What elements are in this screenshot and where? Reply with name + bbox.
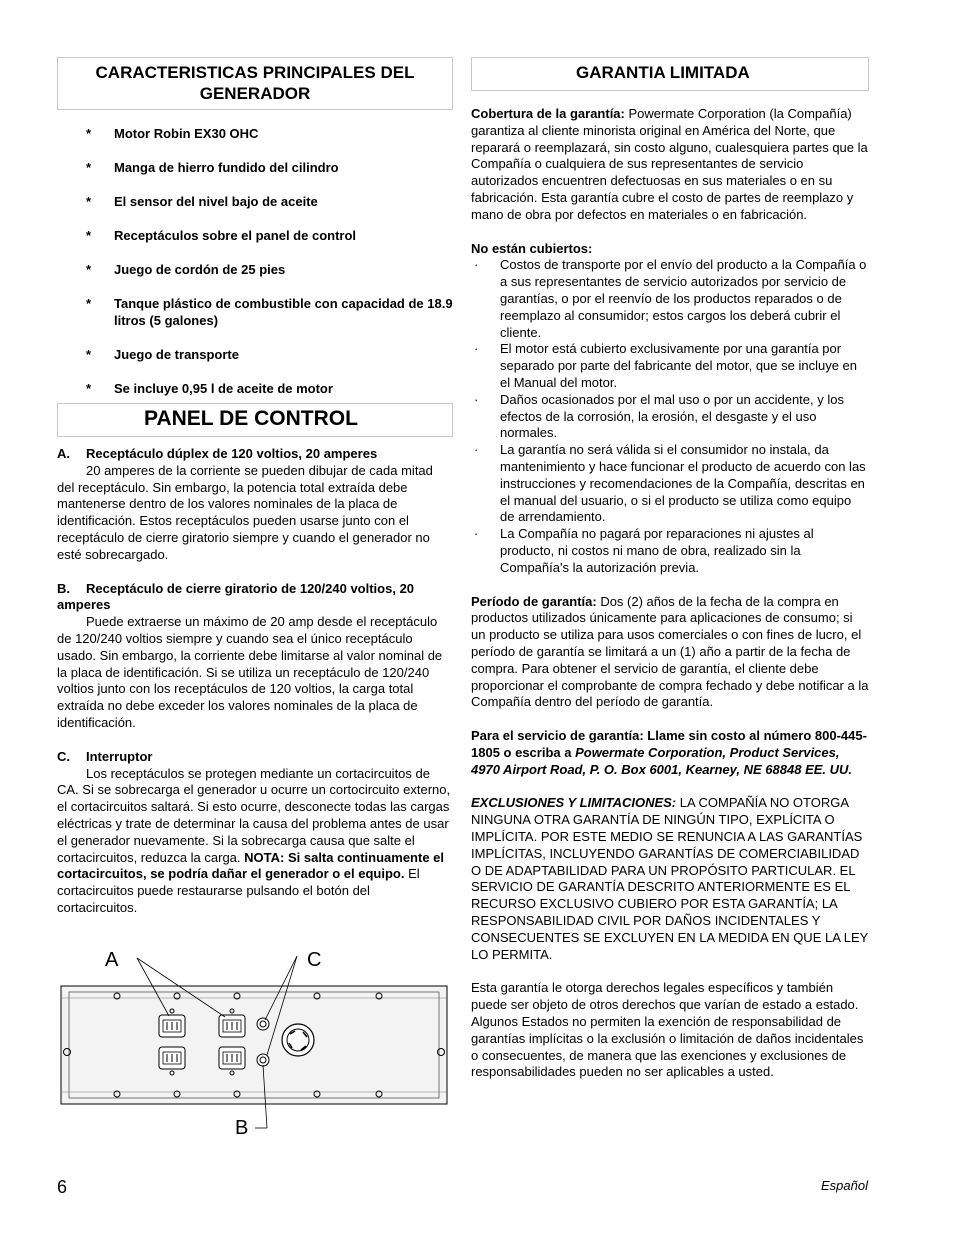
not-covered-list <box>471 257 869 576</box>
period-paragraph: Período de garantía: Dos (2) años de la fecha de la compra en productos utilizados únicamente para aplicaciones de consumo; si un producto se utiliza para usos comerciales o con fines de lucro, el período de garantía se limitará a un (1) año a partir de la fecha de compra. Para obtener el servicio de garantía, el cliente debe proporcionar el comprobante de compra fechado y debe notificar a la Compañía dentro del período de garantía. <box>471 593 869 710</box>
note-rest: El cortacircuitos puede restaurarse pulsando el botón del cortacircuitos. <box>57 866 420 915</box>
coverage-paragraph: Cobertura de la garantía: Powermate Corporation (la Compañía) garantiza al cliente minorista original en América del Norte, que reparará o reemplazará, sin costo alguno, cualesquiera partes que la Compañía o cualquiera de sus representantes de servicio autorizados encuentren defectuosas en sus materiales o en su fabricación. Esta garantía cubre el costo de partes de reemplazo y mano de obra por defectos en materiales o en fabricación. <box>471 106 868 222</box>
service-paragraph: Para el servicio de garantía: Llame sin costo al número 800-445-1805 o escriba a Powermate Corporation, Product Services, 4970 Airport Road, P. O. Box 6001, Kearney, NE 68848 EE. UU. <box>471 728 867 777</box>
right-column <box>471 57 869 1081</box>
list-item: * Motor Robin EX30 OHC <box>86 126 259 141</box>
list-item: * Tanque plástico de combustible con capacidad de 18.9 litros (5 galones) <box>86 296 453 328</box>
not-covered-label: No están cubiertos: <box>471 240 593 256</box>
features-list <box>57 125 453 397</box>
list-item: · Costos de transporte por el envío del producto a la Compañía o a sus representantes de servicio autorizados por servicio de garantías, o por el reenvío de los productos reparados o de reemplazo al consumidor; estos cargos los deberá cubrir el cliente. <box>474 257 867 340</box>
twist-lock-receptacle <box>282 1024 314 1056</box>
diagram-label-a: A <box>105 949 119 971</box>
exclusions-paragraph: EXCLUSIONES Y LIMITACIONES: LA COMPAÑÍA NO OTORGA NINGUNA OTRA GARANTÍA DE NINGÚN TIPO, EXPLÍCITA O IMPLÍCITA. POR ESTE MEDIO SE RENUNCIA A LAS GARANTÍAS IMPLÍCITAS, INCLUYENDO GARANTÍAS DE COMERCIABILIDAD O DE ADAPTABILIDAD PARA UN PROPÓSITO PARTICULAR. EL SERVICIO DE GARANTÍA DESCRITO ANTERIORMENTE ES EL RECURSO EXCLUSIVO CUBIERO POR ESTA GARANTÍA; LA RESPONSABILIDAD CIVIL POR DAÑOS INCIDENTALES Y CONSECUENTES SE EXCLUYEN EN LA MEDIDA EN QUE LA LEY LO PERMITA. <box>471 795 869 962</box>
section-b-title: Receptáculo de cierre giratorio de 120/240 voltios, 20 amperes <box>57 580 415 613</box>
section-b: B. Receptáculo de cierre giratorio de 120/240 voltios, 20 amperes Puede extraerse un máximo de 20 amp desde el receptáculo de 120/240 voltios siempre y cuando sea el único receptáculo usado. Sin embargo, la corriente debe limitarse al valor nominal de la placa de identificación. Si se utiliza un receptáculo de 120/240 voltios junto con los receptáculos de 120 voltios, la carga total extraída no debe exceder los valores nominales de la placa de identificación. <box>57 581 453 732</box>
control-panel-diagram <box>57 940 457 1140</box>
note-bold: NOTA: Si salta continuamente el cortacircuitos, se podría dañar el generador o el equipo. <box>57 849 445 882</box>
list-item: · Daños ocasionados por el mal uso o por un accidente, y los efectos de la corrosión, la erosión, el desgaste y el uso normales. <box>474 391 844 441</box>
section-a-body: 20 amperes de la corriente se pueden dibujar de cada mitad del receptáculo. Sin embargo, la potencia total extraída debe mantenerse dentro de los valores nominales de la placa de identificación. Estos receptáculos pueden usarse junto con el receptáculo de cierre giratorio siempre y cuando el generador no esté sobrecargado. <box>57 462 433 562</box>
list-item: * El sensor del nivel bajo de aceite <box>86 194 318 209</box>
list-item: * Se incluye 0,95 l de aceite de motor <box>86 381 333 396</box>
features-heading: CARACTERISTICAS PRINCIPALES DEL GENERADOR <box>57 57 453 110</box>
section-c-body: Los receptáculos se protegen mediante un cortacircuitos de CA. Si se sobrecarga el generador u ocurre un cortocircuito externo, el cortacircuitos saltará. Si esto ocurre, desconecte todas las cargas eléctricas y trate de determinar la causa del problema antes de usar el generador nuevamente. Si la sobrecarga causa que salte el cortacircuitos, reduzca la carga. <box>57 765 451 865</box>
list-item: * Juego de transporte <box>86 347 239 362</box>
rights-paragraph: Esta garantía le otorga derechos legales específicos y también puede ser objeto de otros derechos que varían de estado a estado. Algunos Estados no permiten la exención de responsabilidad de garantías implícitas o la exclusión o limitación de daños incidentales o consecuentes, de manera que las exenciones y exclusiones de responsabilidades pueden no ser aplicables a usted. <box>471 980 864 1080</box>
section-a: A. Receptáculo dúplex de 120 voltios, 20 amperes 20 amperes de la corriente se pueden dibujar de cada mitad del receptáculo. Sin embargo, la potencia total extraída debe mantenerse dentro de los valores nominales de la placa de identificación. Estos receptáculos pueden usarse junto con el receptáculo de cierre giratorio siempre y cuando el generador no esté sobrecargado. <box>57 446 453 564</box>
warranty-heading: GARANTIA LIMITADA <box>471 57 869 91</box>
list-item: · La Compañía no pagará por reparaciones ni ajustes al producto, ni costos ni mano de obra, realizado sin la Compañía's la autorización previa. <box>474 526 814 575</box>
page-number: 6 <box>57 1177 68 1197</box>
section-c-title: Interruptor <box>86 748 153 764</box>
diagram-label-b: B <box>235 1117 249 1139</box>
list-item: * Receptáculos sobre el panel de control <box>86 228 357 243</box>
section-a-title: Receptáculo dúplex de 120 voltios, 20 amperes <box>86 446 378 461</box>
section-b-body: Puede extraerse un máximo de 20 amp desde el receptáculo de 120/240 voltios siempre y cuando sea el único receptáculo usado. Sin embargo, la corriente debe limitarse al valor nominal de la placa de identificación. Si se utiliza un receptáculo de 120/240 voltios junto con los receptáculos de 120 voltios, la carga total extraída no debe exceder los valores nominales de la placa de identificación. <box>57 614 443 730</box>
left-column <box>57 57 453 917</box>
panel-plate <box>61 986 447 1104</box>
circuit-breaker <box>257 1054 269 1066</box>
diagram-label-c: C <box>307 949 322 971</box>
circuit-breaker <box>257 1018 269 1030</box>
panel-heading: PANEL DE CONTROL <box>57 403 453 437</box>
list-item: * Juego de cordón de 25 pies <box>86 262 286 277</box>
list-item: · La garantía no será válida si el consumidor no instala, da mantenimiento y hace funcionar el producto de acuerdo con las instrucciones y recomendaciones de la Compañía, descritas en el manual del usuario, o si el producto se utiliza como equipo de arrendamiento. <box>474 442 866 525</box>
list-item: * Manga de hierro fundido del cilindro <box>86 160 339 175</box>
list-item: · El motor está cubierto exclusivamente por una garantía por separado por parte del fabricante del motor, que se incluye en el Manual del motor. <box>474 341 858 390</box>
language-label: Español <box>821 1178 868 1193</box>
section-c: C. Interruptor Los receptáculos se protegen mediante un cortacircuitos de CA. Si se sobrecarga el generador u ocurre un cortocircuito externo, el cortacircuitos saltará. Si esto ocurre, desconecte todas las cargas eléctricas y trate de determinar la causa del problema antes de usar el generador nuevamente. Si la sobrecarga causa que salte el cortacircuitos, reduzca la carga. NOTA: Si salta continuamente el cortacircuitos, se podría dañar el generador o el equipo. El cortacircuitos puede restaurarse pulsando el botón del cortacircuitos. <box>57 748 451 915</box>
